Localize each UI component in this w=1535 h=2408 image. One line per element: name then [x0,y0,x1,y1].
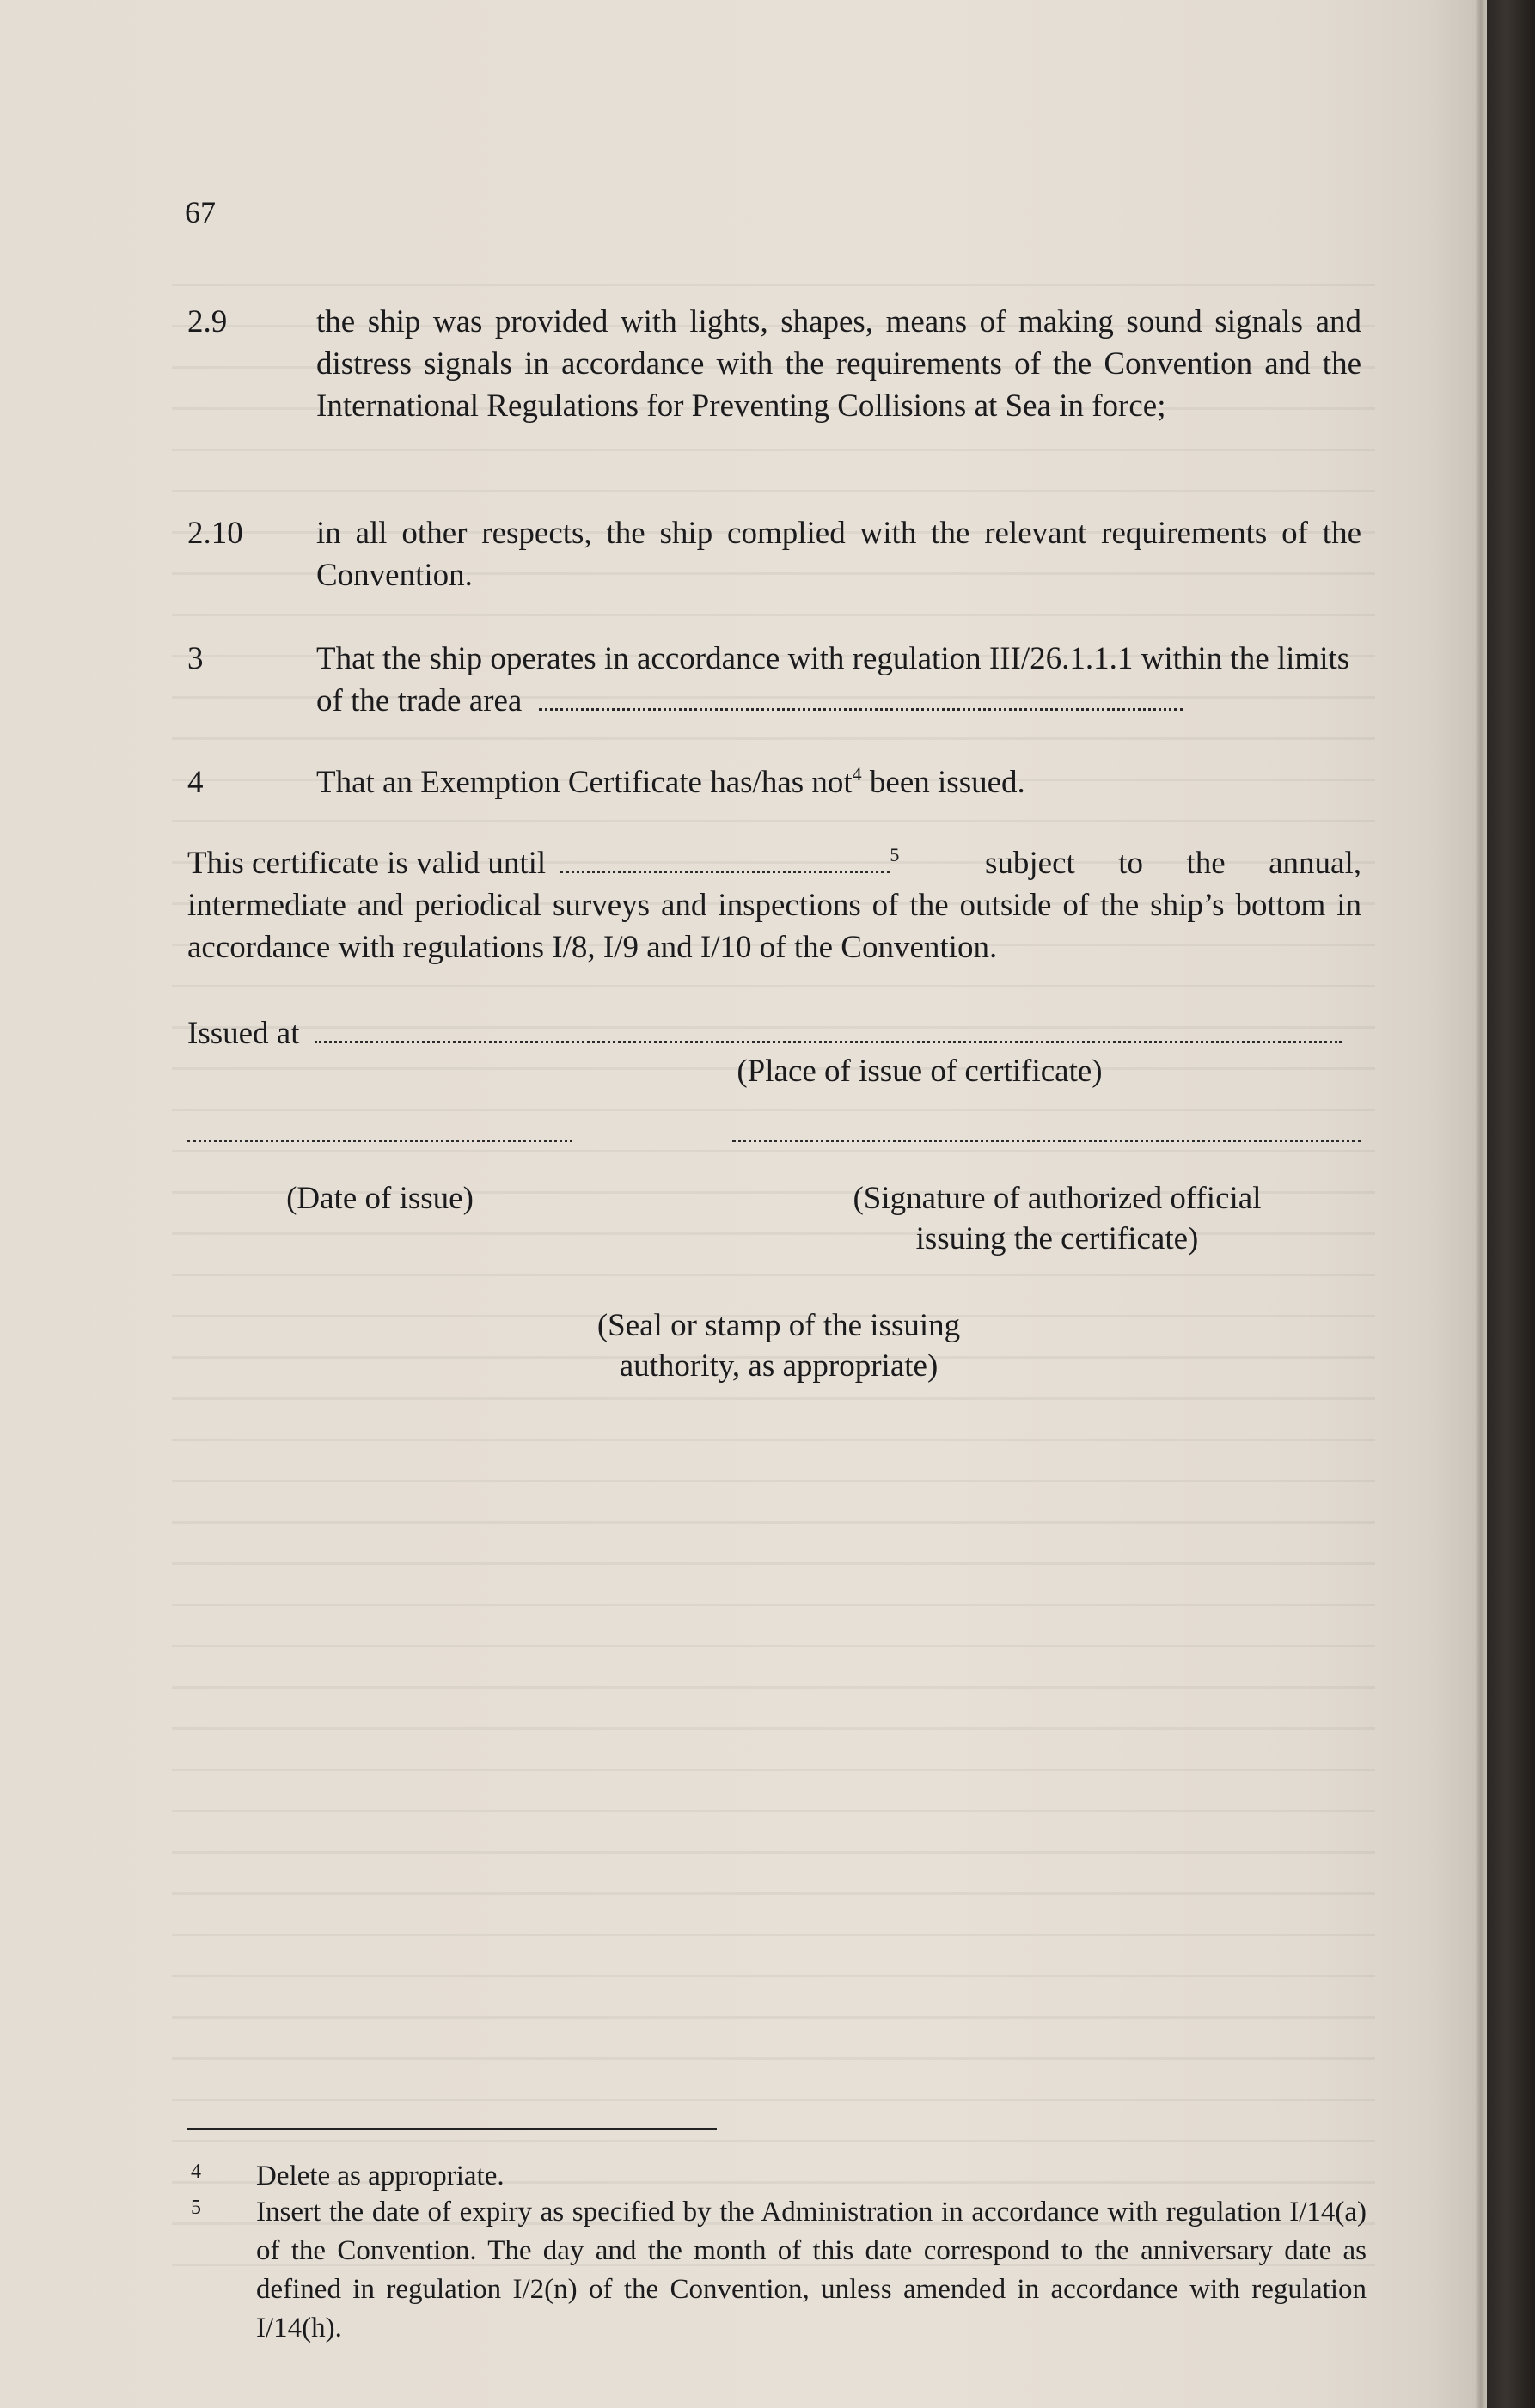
exemption-text-end: been issued. [861,765,1025,800]
date-caption: (Date of issue) [286,1181,474,1216]
item-text: the ship was provided with lights, shapes, means of making sound signals and distress signals in accordance with the requirements of the Convention and the International Regulations for Preventing Collisions at Sea in force; [316,304,1361,424]
footnote-text: Delete as appropriate. [256,2160,505,2191]
item-text [316,761,1361,804]
validity-lead: This certificate is valid until [187,846,547,881]
item-number: 3 [187,641,204,676]
item-text [316,638,1361,722]
item-text: in all other respects, the ship complied with the relevant requirements of the Convention. [316,516,1361,593]
footnote-separator [187,2128,717,2130]
item-number: 2.10 [187,516,243,551]
page-number: 67 [185,195,216,229]
adjacent-page-edge [1487,0,1535,2408]
validity-text: subject to the annual, intermediate and periodical surveys and inspections of the outside of the ship’s bottom in accordance with regulations I/8, I/9 and I/10 of the Convention. [187,846,1361,965]
book-spine-shadow [1475,0,1487,2408]
exemption-text: That an Exemption Certificate has/has not [316,765,853,800]
footnote-text: Insert the date of expiry as specified by the Administration in accordance with regulation I/14(a) of the Convention. The day and the month of this date correspond to the anniversary date as defined in regulation I/2(n) of the Convention, unless amended in accordance with regulation I/14(h). [256,2197,1367,2344]
signature-caption-line1: (Signature of authorized official [853,1181,1262,1216]
seal-caption-line2: authority, as appropriate) [619,1348,939,1384]
trade-area-statement: That the ship operates in accordance with regulation III/26.1.1.1 within the limits of the trade area [316,641,1350,718]
place-caption: (Place of issue of certificate) [737,1054,1103,1089]
footnote-mark: 5 [191,2197,201,2219]
place-dotted-line [315,1015,1342,1043]
signature-dotted-line [732,1140,1361,1142]
issued-at-label: Issued at [187,1016,300,1051]
footnote-mark: 4 [191,2160,201,2183]
trade-area-dotted-line [539,682,1183,711]
footnote-ref: 5 [890,844,900,865]
item-number: 4 [187,765,204,800]
signature-caption-line2: issuing the certificate) [915,1221,1199,1256]
seal-caption-line1: (Seal or stamp of the issuing [596,1308,961,1343]
issued-at-line [187,1012,1361,1054]
date-dotted-line [187,1140,572,1142]
item-number: 2.9 [187,304,228,339]
footnote-ref: 4 [852,763,862,785]
